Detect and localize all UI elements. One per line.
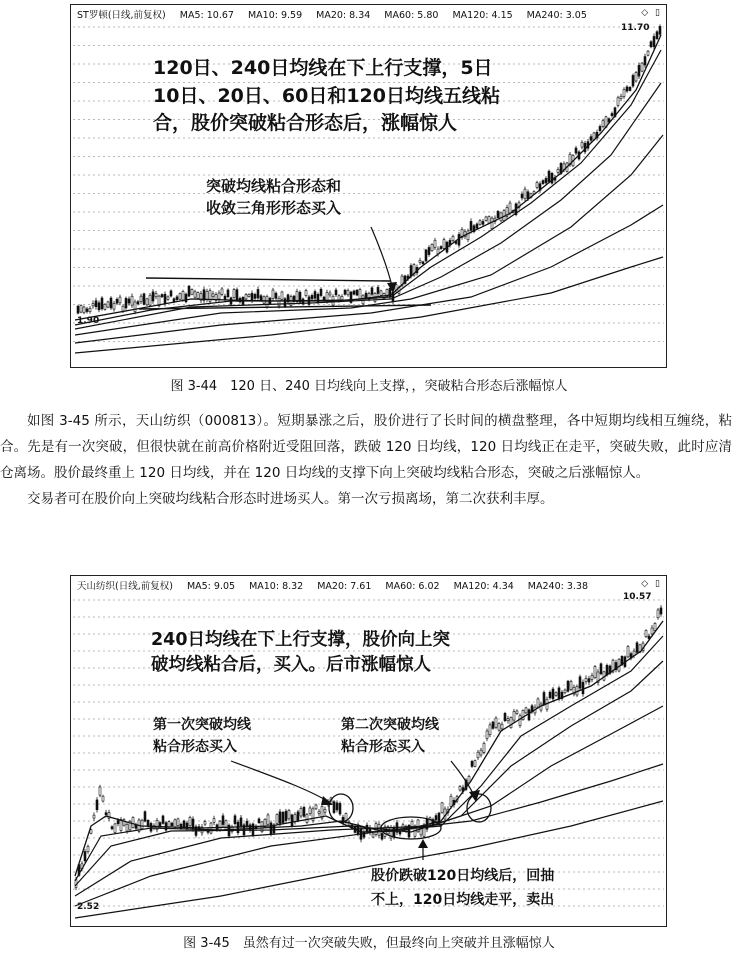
candle-body	[620, 96, 622, 98]
ma-legend	[77, 7, 601, 21]
ma240-value: MA240: 3.38	[527, 581, 588, 592]
candle-body	[161, 295, 163, 297]
candle-body	[551, 173, 553, 183]
candle-body	[270, 823, 272, 834]
paragraph-2: 交易者可在股价向上突破均线粘合形态时进场买人。第一次亏损离场，第二次获利丰厚。	[27, 491, 554, 507]
candle-body	[240, 818, 242, 826]
candle-body	[162, 816, 164, 824]
candle-body	[197, 293, 199, 299]
ma240-value: MA240: 3.05	[526, 10, 587, 21]
candle-body	[489, 725, 491, 735]
candle-body	[485, 217, 487, 220]
candle-body	[206, 291, 208, 299]
candle-body	[135, 825, 137, 828]
candle-body	[204, 822, 206, 824]
price-high-label: 11.70	[621, 23, 650, 33]
candle-body	[212, 294, 214, 297]
candle-body	[507, 719, 509, 721]
candle-body	[641, 63, 643, 71]
triangle-upper-trendline	[146, 278, 391, 281]
candle-body	[96, 800, 98, 810]
ma60-value: MA60: 6.02	[385, 581, 440, 592]
candle-body	[654, 623, 656, 630]
ma10-value: MA10: 8.32	[249, 581, 304, 592]
annotation-line: 第二次突破均线	[341, 717, 439, 733]
candle-body	[434, 240, 436, 247]
candle-body	[152, 292, 154, 301]
candle-body	[651, 628, 653, 634]
candle-body	[524, 189, 526, 199]
candle-body	[470, 221, 472, 230]
candle-body	[297, 812, 299, 820]
candle-body	[483, 743, 485, 752]
ma60-value: MA60: 5.80	[384, 10, 439, 21]
candle-body	[288, 810, 290, 818]
candle-body	[101, 298, 103, 309]
candle-body	[164, 294, 166, 303]
arrow-head	[418, 839, 428, 848]
stock-name: 天山纺织(日线,前复权)	[77, 581, 173, 592]
ma10-value: MA10: 9.59	[247, 10, 303, 21]
candle-body	[282, 812, 284, 823]
candle-body	[147, 820, 149, 826]
candle-body	[315, 805, 317, 809]
candle-body	[491, 218, 493, 229]
candle-body	[552, 689, 554, 699]
candle-body	[347, 290, 349, 294]
annotation-line: 突破均线粘合形态和	[206, 177, 342, 195]
candle-body	[365, 293, 367, 297]
candle-body	[83, 307, 85, 313]
candle-body	[134, 302, 136, 312]
annotation-second-breakout	[341, 714, 439, 758]
annotation-breakdown-sell	[371, 864, 554, 912]
candle-body	[335, 290, 337, 295]
candle-body	[80, 306, 82, 313]
candle-body	[333, 802, 335, 813]
candle-body	[459, 787, 461, 790]
candle-body	[606, 665, 608, 675]
candle-body	[234, 816, 236, 824]
candle-body	[132, 817, 134, 827]
candle-body	[222, 816, 224, 825]
candle-body	[504, 713, 506, 720]
candle-body	[128, 299, 130, 303]
candle-body	[471, 761, 473, 766]
candle-body	[645, 630, 647, 636]
candle-body	[635, 72, 637, 81]
candle-body	[509, 203, 511, 213]
price-high-label: 10.57	[623, 592, 652, 602]
candle-body	[177, 819, 179, 826]
candle-body	[644, 57, 646, 66]
candle-body	[492, 722, 494, 728]
candle-body	[356, 290, 358, 295]
candle-body	[638, 65, 640, 76]
candle-body	[419, 260, 421, 262]
candle-body	[477, 752, 479, 758]
candle-body	[623, 90, 625, 97]
candle-body	[102, 796, 104, 801]
candle-body	[441, 803, 443, 813]
candle-body	[570, 682, 572, 690]
candle-body	[119, 297, 121, 303]
candle-body	[125, 298, 127, 308]
candle-body	[267, 815, 269, 824]
candle-body	[294, 815, 296, 822]
candle-body	[257, 289, 259, 298]
candle-body	[92, 303, 94, 305]
candle-body	[474, 761, 476, 767]
candle-body	[245, 295, 247, 299]
candle-body	[213, 819, 215, 823]
candle-body	[311, 295, 313, 298]
candle-body	[428, 247, 430, 254]
candle-body	[581, 142, 583, 147]
candle-body	[344, 290, 346, 294]
candle-body	[305, 291, 307, 296]
candle-body	[285, 811, 287, 820]
candle-body	[122, 306, 124, 311]
candle-body	[516, 711, 518, 714]
candle-body	[272, 290, 274, 299]
candle-body	[306, 814, 308, 822]
candle-body	[558, 688, 560, 699]
candle-body	[323, 297, 325, 300]
candle-body	[171, 823, 173, 826]
candle-body	[281, 292, 283, 299]
arrow-shaft	[231, 761, 329, 802]
ma120-value: MA120: 4.34	[453, 581, 514, 592]
caption-3-45: 图 3-45 虽然有过一次突破失败，但最终向上突破并且涨幅惊人	[183, 936, 555, 951]
candle-body	[656, 32, 658, 39]
annotation-line: 粘合形态买入	[341, 739, 425, 755]
candle-body	[498, 723, 500, 730]
candle-body	[254, 294, 256, 298]
candle-body	[131, 296, 133, 305]
candle-body	[260, 296, 262, 301]
candle-body	[636, 643, 638, 653]
ma5-value: MA5: 9.05	[186, 581, 236, 592]
candle-body	[168, 822, 170, 827]
ma20-value: MA20: 8.34	[316, 10, 371, 21]
annotation-main	[151, 628, 450, 679]
candle-body	[105, 813, 107, 815]
candle-body	[555, 693, 557, 696]
candle-body	[194, 292, 196, 297]
candle-body	[599, 126, 601, 130]
candle-body	[422, 262, 424, 264]
ma-legend	[77, 578, 602, 592]
candle-body	[87, 847, 89, 852]
candle-body	[513, 712, 515, 720]
candle-body	[617, 98, 619, 106]
candle-body	[141, 820, 143, 828]
candle-body	[486, 731, 488, 739]
candle-body	[410, 266, 412, 277]
annotation-line: 合，股价突破粘合形态后，涨幅惊人	[153, 112, 458, 135]
candle-body	[435, 816, 437, 820]
candle-body	[93, 815, 95, 818]
candle-body	[527, 192, 529, 199]
candle-body	[182, 291, 184, 300]
candle-body	[179, 294, 181, 300]
candle-body	[479, 221, 481, 225]
candle-body	[495, 718, 497, 727]
candle-body	[167, 297, 169, 299]
ma120-line	[75, 764, 663, 906]
candle-body	[137, 302, 139, 304]
candle-body	[176, 297, 178, 300]
ma5-value: MA5: 10.67	[179, 10, 234, 21]
candle-body	[336, 803, 338, 810]
candle-body	[113, 303, 115, 309]
candle-body	[99, 787, 101, 795]
candle-body	[279, 812, 281, 823]
candle-body	[174, 820, 176, 828]
paragraph-1: 如图 3-45 所示，天山纺织（000813）。短期暴涨之后，股价进行了长时间的横盘整理，各中短期均线相互缠绕，粘合。先是有一次突破，但很快就在前高价格附近受阻回落，跌破 120 日均线，120 日均线正在走平，突破失败，此时应清仓离场。股价最终重上 120 日均线，并在 120 日均线的支撑下向上突破均线粘合形态，突破之后涨幅惊人。	[0, 413, 732, 481]
candle-body	[591, 675, 593, 679]
candle-body	[425, 250, 427, 261]
candle-body	[155, 293, 157, 296]
candle-body	[510, 718, 512, 728]
chart-controls[interactable]: ◇ ▯	[641, 8, 662, 18]
annotation-line: 粘合形态买入	[153, 739, 237, 755]
candle-body	[320, 289, 322, 295]
candle-body	[380, 291, 382, 296]
candle-body	[528, 710, 530, 720]
candle-body	[632, 75, 634, 86]
candle-body	[149, 295, 151, 305]
candle-body	[372, 834, 374, 837]
ma60-line	[75, 135, 663, 335]
candle-body	[249, 825, 251, 831]
candle-body	[225, 821, 227, 830]
annotation-line: 120日、240日均线在下上行支撑，5日	[153, 57, 493, 79]
candle-body	[497, 211, 499, 217]
candle-body	[221, 289, 223, 294]
candle-body	[467, 231, 469, 240]
figure-3-45-chart	[70, 575, 667, 927]
candle-body	[263, 297, 265, 303]
candle-body	[519, 716, 521, 726]
candle-body	[170, 291, 172, 296]
annotation-line: 第一次突破均线	[153, 717, 251, 733]
candle-body	[594, 667, 596, 678]
candle-body	[548, 171, 550, 182]
candle-body	[189, 817, 191, 825]
candle-body	[233, 289, 235, 297]
candle-body	[602, 121, 604, 127]
candle-body	[536, 183, 538, 188]
candle-body	[107, 302, 109, 307]
candle-body	[84, 851, 86, 860]
candle-body	[450, 796, 452, 806]
candle-body	[144, 812, 146, 822]
candle-body	[600, 664, 602, 674]
candle-body	[98, 303, 100, 310]
candle-body	[77, 306, 79, 313]
candle-body	[143, 294, 145, 305]
candle-body	[626, 87, 628, 91]
candle-body	[324, 810, 326, 813]
candle-body	[359, 290, 361, 299]
candle-body	[659, 26, 661, 34]
candle-body	[611, 113, 613, 115]
candle-body	[219, 821, 221, 830]
candle-body	[542, 181, 544, 184]
candle-body	[431, 244, 433, 250]
candle-body	[590, 137, 592, 141]
candle-body	[86, 309, 88, 312]
annotation-line: 收敛三角形形态买入	[206, 199, 342, 217]
candle-body	[627, 647, 629, 657]
candle-body	[318, 812, 320, 814]
candle-body	[291, 815, 293, 826]
candle-body	[521, 194, 523, 198]
candle-body	[300, 808, 302, 816]
body-paragraphs	[0, 408, 732, 512]
candle-body	[303, 807, 305, 816]
chart-controls[interactable]: ◇ ▯	[641, 579, 662, 589]
candle-body	[236, 290, 238, 300]
candle-body	[579, 677, 581, 688]
annotation-main	[153, 55, 500, 138]
candle-body	[557, 169, 559, 172]
candle-body	[276, 815, 278, 824]
candle-body	[452, 236, 454, 240]
candle-body	[443, 240, 445, 249]
candle-body	[629, 87, 631, 90]
candle-body	[227, 290, 229, 297]
candle-body	[537, 699, 539, 707]
candle-body	[549, 692, 551, 698]
candle-body	[339, 803, 341, 814]
candle-body	[224, 296, 226, 299]
candle-body	[95, 301, 97, 307]
candle-body	[341, 296, 343, 299]
candle-body	[657, 610, 659, 618]
candle-body	[218, 293, 220, 299]
candle-body	[353, 291, 355, 294]
annotation-line: 10日、20日、60日和120日均线五线粘	[153, 84, 500, 107]
candle-body	[284, 299, 286, 306]
candle-body	[188, 286, 190, 296]
candle-body	[588, 679, 590, 682]
candle-body	[89, 308, 91, 311]
candle-body	[126, 824, 128, 831]
candle-body	[567, 681, 569, 691]
candle-body	[543, 692, 545, 704]
ma20-value: MA20: 7.61	[317, 581, 372, 592]
candle-body	[653, 36, 655, 46]
candle-body	[246, 821, 248, 827]
candle-body	[146, 299, 148, 305]
candle-body	[183, 821, 185, 827]
annotation-line: 240日均线在下上行支撑，股价向上突	[151, 630, 451, 650]
candle-body	[488, 216, 490, 223]
price-low-label: 2.52	[77, 902, 100, 912]
candle-body	[191, 289, 193, 294]
candle-body	[116, 299, 118, 303]
stock-name: ST罗顿(日线,前复权)	[77, 10, 166, 21]
candle-body	[110, 298, 112, 308]
candle-body	[140, 296, 142, 302]
candle-body	[482, 221, 484, 224]
candle-body	[660, 608, 662, 614]
candle-body	[501, 724, 503, 729]
candle-body	[258, 819, 260, 823]
candle-body	[647, 51, 649, 55]
annotation-breakout	[206, 175, 341, 219]
caption-3-44: 图 3-44 120 日、240 日均线向上支撑，，突破粘合形态后涨幅惊人	[170, 379, 568, 394]
annotation-line: 股价跌破120日均线后，回抽	[371, 868, 555, 884]
candle-body	[309, 808, 311, 814]
candle-body	[381, 833, 383, 839]
candle-body	[326, 293, 328, 301]
candle-body	[575, 148, 577, 153]
candle-body	[150, 823, 152, 831]
candle-body	[251, 293, 253, 300]
candle-body	[440, 246, 442, 248]
candle-body	[329, 293, 331, 295]
candle-body	[278, 298, 280, 306]
candle-body	[525, 708, 527, 713]
candle-body	[377, 287, 379, 293]
candle-body	[480, 750, 482, 755]
candle-body	[545, 178, 547, 182]
candle-body	[104, 304, 106, 309]
candle-body	[117, 821, 119, 824]
figure-3-44-chart	[70, 4, 667, 368]
annotation-line: 破均线粘合后，买入。后市涨幅惊人	[151, 655, 431, 676]
candle-body	[114, 824, 116, 832]
candle-body	[371, 288, 373, 294]
candle-body	[314, 292, 316, 299]
candle-body	[582, 682, 584, 694]
candle-body	[564, 690, 566, 693]
candle-body	[275, 293, 277, 298]
ma120-value: MA120: 4.15	[452, 10, 513, 21]
candle-body	[111, 827, 113, 829]
annotation-first-breakout	[153, 714, 251, 758]
candle-body	[650, 42, 652, 47]
candle-body	[476, 224, 478, 228]
annotation-line: 不上，120日均线走平，卖出	[371, 892, 555, 908]
candle-body	[266, 296, 268, 307]
candle-body	[585, 678, 587, 681]
candle-body	[248, 294, 250, 296]
price-low-label: 1.90	[77, 316, 100, 326]
